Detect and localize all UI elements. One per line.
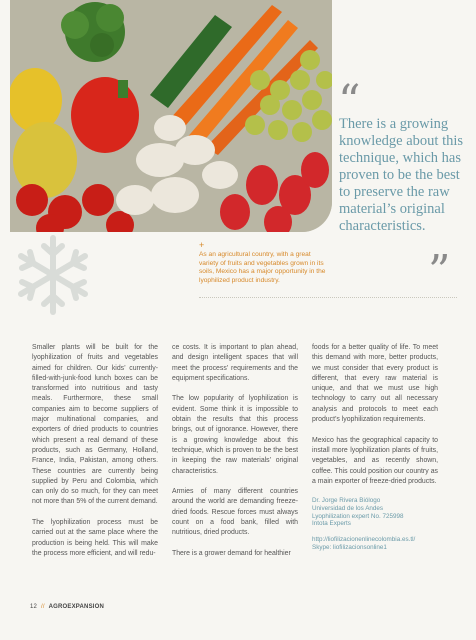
- article-paragraph: ce costs. It is important to plan ahead, and design intelligent spaces that will meet the process’ requirements and the equipment specifications.: [172, 344, 298, 382]
- caption-marker: +: [199, 240, 205, 250]
- page-footer: [30, 604, 104, 610]
- article-column-2: [172, 343, 298, 570]
- vegetables-photo: [10, 0, 332, 232]
- dotted-divider: [199, 297, 457, 298]
- article-paragraph: The lyophilization process must be carried out at the same place where the production is being held. This will make the process more efficient, and will redu-: [32, 519, 158, 557]
- article-paragraph: foods for a better quality of life. To meet this demand with more, better products, we must consider that every product is different, that every raw material is unique, and that we must use high technology to carry out all necessary analysis and protocols to meet each product’s lyophilization requirements.: [312, 344, 438, 424]
- article-paragraph: There is a grower demand for healthier: [172, 549, 291, 557]
- website-link[interactable]: http://liofilizacionenlinecolombia.es.tl/: [312, 535, 416, 543]
- article-paragraph: Armies of many different countries around the world are demanding freeze-dried foods. Rescue forces must always count on a food bank, filled with nutritious, dried products.: [172, 488, 298, 537]
- quote-close-mark: ”: [428, 246, 451, 297]
- page-number: 12: [30, 604, 38, 610]
- vegetables-illustration: [10, 0, 332, 232]
- publication-name: AGROEXPANSION: [48, 604, 105, 610]
- article-column-1: [32, 343, 158, 570]
- snowflake-icon: [8, 230, 98, 320]
- author-name: Dr. Jorge Rivera Biólogo: [312, 497, 381, 505]
- article-paragraph: Mexico has the geographical capacity to install more lyophilization plants of fruits, vegetables, and as recently shown, coffee. This could position our country as a main exporter of freeze-dried products.: [312, 436, 438, 485]
- photo-caption: As an agricultural country, with a great variety of fruits and vegetables grown in its soils, Mexico has a major opportunity in the lyophilized product industry.: [199, 251, 326, 284]
- footer-separator: //: [40, 604, 45, 610]
- quote-open-mark: “: [338, 76, 361, 127]
- contact-links: [312, 536, 438, 553]
- skype-contact: Skype: liofilizacionsonline1: [312, 544, 387, 552]
- author-title: Lyophilization expert No. 725998: [312, 512, 404, 520]
- article-column-3: [312, 343, 438, 553]
- author-company: Intota Experts: [312, 520, 351, 528]
- pull-quote: There is a growing knowledge about this technique, which has proven to be the best to preserve the raw material’s original characteristics.: [339, 116, 464, 234]
- author-affiliation: Universidad de los Andes: [312, 505, 384, 513]
- author-credit: [312, 497, 438, 527]
- article-paragraph: Smaller plants will be built for the lyophilization of fruits and vegetables aimed for children. Our kids’ currently-filled-with-junk-food lunch boxes can be transformed into nutritious and tasty meals. Furthermore, these small companies aim to become suppliers of major multinational companies, and exporters of dried products to countries which present a real demand of these products, such as Germany, Holland, France, India, Pakistan, among others. These countries are currently being supplied by Peru and Colombia, which can only do so much, for they can meet not more than 5% of the current demand.: [32, 344, 158, 506]
- article-paragraph: The low popularity of lyophilization is evident. Some think it is impossible to obtain the results that this process brings, out of ignorance. However, there is a growing knowledge about this technique, which is proven to be the best in keeping the raw materials’ original characteristics.: [172, 395, 298, 475]
